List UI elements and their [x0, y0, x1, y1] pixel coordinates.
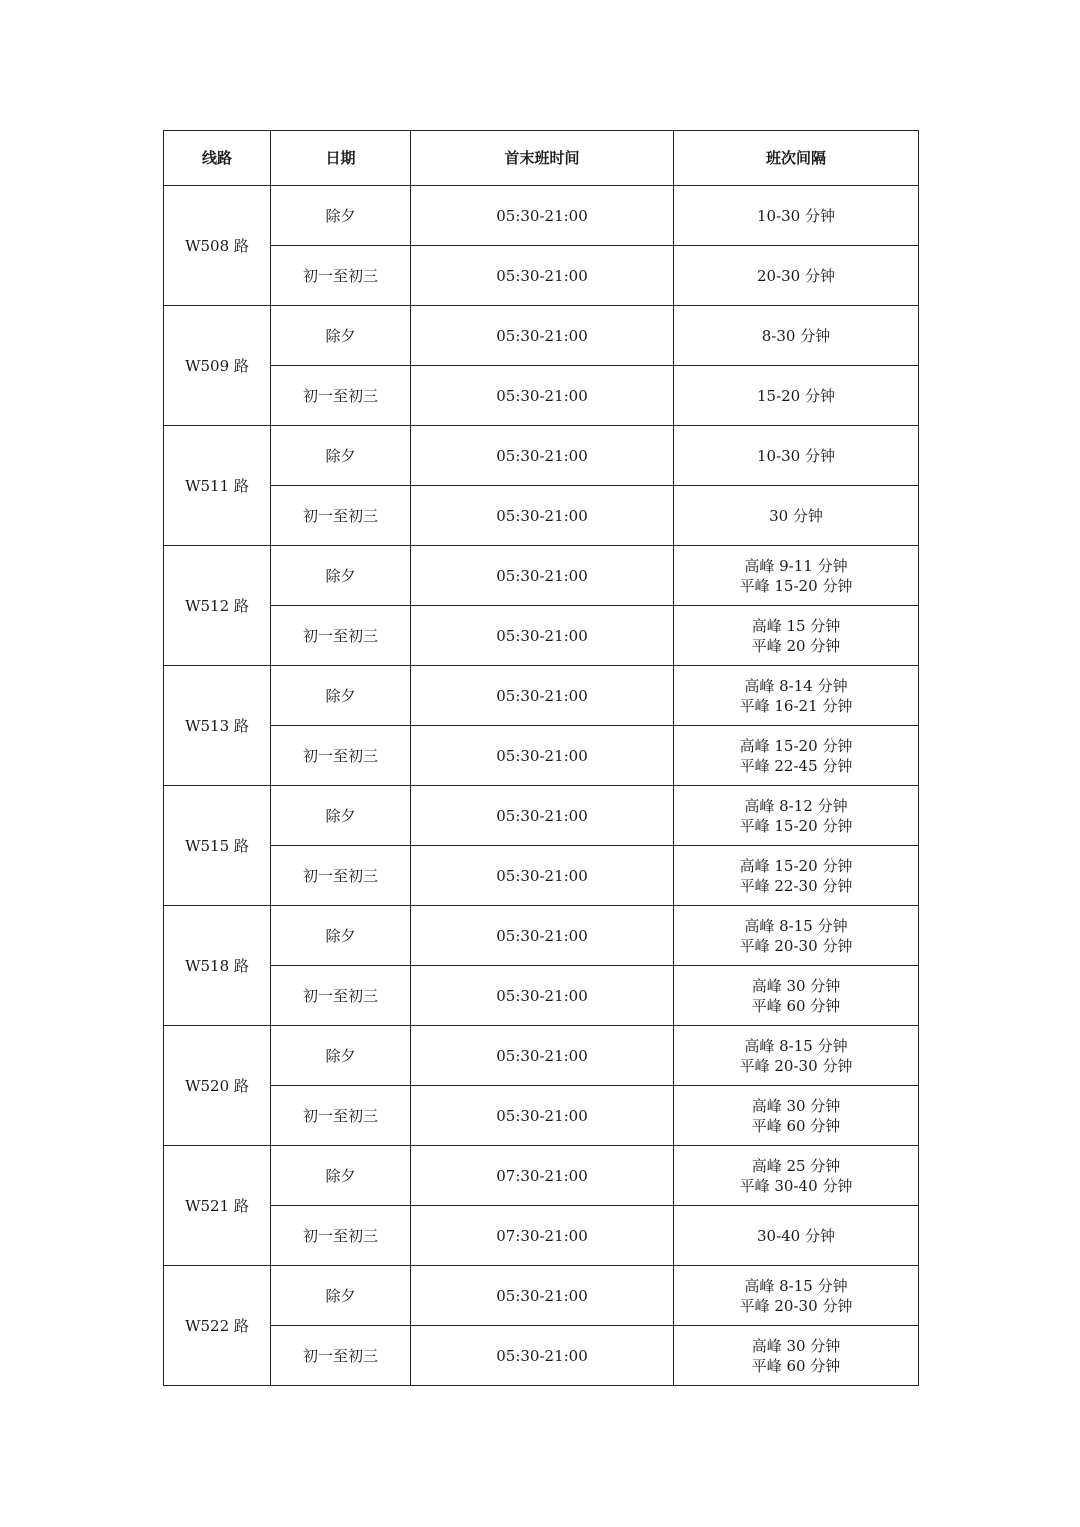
route-name-cell: W508 路 — [164, 186, 271, 306]
table-row — [164, 246, 919, 306]
interval-cell — [674, 306, 919, 366]
first-last-time-cell: 05:30-21:00 — [411, 966, 674, 1026]
date-cell: 初一至初三 — [271, 1326, 411, 1386]
interval-cell — [674, 546, 919, 606]
header-interval: 班次间隔 — [674, 131, 919, 186]
interval-line: 高峰 8-15 分钟 — [744, 1276, 848, 1295]
interval-line: 10-30 分钟 — [756, 206, 835, 225]
interval-line: 高峰 8-15 分钟 — [744, 916, 848, 935]
route-name-cell: W511 路 — [164, 426, 271, 546]
header-row — [164, 131, 919, 186]
table-row — [164, 306, 919, 366]
date-cell: 除夕 — [271, 1026, 411, 1086]
interval-line: 平峰 15-20 分钟 — [739, 816, 853, 835]
date-cell: 除夕 — [271, 666, 411, 726]
interval-cell — [674, 366, 919, 426]
interval-line: 15-20 分钟 — [756, 386, 835, 405]
table-row — [164, 486, 919, 546]
first-last-time-cell: 05:30-21:00 — [411, 726, 674, 786]
date-cell: 除夕 — [271, 786, 411, 846]
route-name-cell: W515 路 — [164, 786, 271, 906]
table-row — [164, 1086, 919, 1146]
first-last-time-cell: 05:30-21:00 — [411, 486, 674, 546]
route-name-cell: W518 路 — [164, 906, 271, 1026]
interval-line: 8-30 分钟 — [761, 326, 831, 345]
first-last-time-cell: 07:30-21:00 — [411, 1146, 674, 1206]
interval-cell — [674, 966, 919, 1026]
table-row — [164, 726, 919, 786]
date-cell: 除夕 — [271, 306, 411, 366]
interval-line: 平峰 22-45 分钟 — [739, 756, 853, 775]
date-cell: 除夕 — [271, 546, 411, 606]
table-row — [164, 1266, 919, 1326]
interval-cell — [674, 606, 919, 666]
first-last-time-cell: 05:30-21:00 — [411, 906, 674, 966]
interval-line: 平峰 16-21 分钟 — [739, 696, 853, 715]
date-cell: 除夕 — [271, 1266, 411, 1326]
date-cell: 初一至初三 — [271, 1086, 411, 1146]
interval-line: 10-30 分钟 — [756, 446, 835, 465]
first-last-time-cell: 05:30-21:00 — [411, 846, 674, 906]
interval-line: 平峰 22-30 分钟 — [739, 876, 853, 895]
date-cell: 除夕 — [271, 906, 411, 966]
date-cell: 除夕 — [271, 1146, 411, 1206]
route-name-cell: W520 路 — [164, 1026, 271, 1146]
first-last-time-cell: 05:30-21:00 — [411, 426, 674, 486]
first-last-time-cell: 05:30-21:00 — [411, 186, 674, 246]
interval-cell — [674, 426, 919, 486]
first-last-time-cell: 05:30-21:00 — [411, 606, 674, 666]
table-row — [164, 1146, 919, 1206]
date-cell: 初一至初三 — [271, 726, 411, 786]
header-first-last-time: 首末班时间 — [411, 131, 674, 186]
interval-cell — [674, 486, 919, 546]
first-last-time-cell: 05:30-21:00 — [411, 786, 674, 846]
date-cell: 初一至初三 — [271, 966, 411, 1026]
interval-line: 高峰 15-20 分钟 — [739, 736, 853, 755]
interval-cell — [674, 186, 919, 246]
table-header — [164, 131, 919, 186]
interval-line: 平峰 20-30 分钟 — [739, 936, 853, 955]
table-row — [164, 606, 919, 666]
route-name-cell: W512 路 — [164, 546, 271, 666]
interval-cell — [674, 666, 919, 726]
first-last-time-cell: 05:30-21:00 — [411, 666, 674, 726]
interval-line: 30-40 分钟 — [756, 1226, 835, 1245]
route-name-cell: W522 路 — [164, 1266, 271, 1386]
table-body — [164, 186, 919, 1386]
first-last-time-cell: 05:30-21:00 — [411, 1266, 674, 1326]
interval-line: 平峰 60 分钟 — [751, 996, 841, 1015]
table-row — [164, 906, 919, 966]
interval-cell — [674, 1146, 919, 1206]
date-cell: 初一至初三 — [271, 846, 411, 906]
bus-schedule-table — [163, 130, 919, 1386]
route-name-cell: W509 路 — [164, 306, 271, 426]
interval-line: 平峰 60 分钟 — [751, 1116, 841, 1135]
date-cell: 初一至初三 — [271, 366, 411, 426]
interval-line: 高峰 8-12 分钟 — [744, 796, 848, 815]
interval-line: 高峰 8-14 分钟 — [744, 676, 848, 695]
table-row — [164, 186, 919, 246]
interval-cell — [674, 1326, 919, 1386]
first-last-time-cell: 05:30-21:00 — [411, 1026, 674, 1086]
interval-cell — [674, 1266, 919, 1326]
interval-cell — [674, 1086, 919, 1146]
interval-cell — [674, 846, 919, 906]
interval-line: 高峰 30 分钟 — [751, 1096, 841, 1115]
first-last-time-cell: 05:30-21:00 — [411, 1086, 674, 1146]
interval-line: 平峰 20-30 分钟 — [739, 1296, 853, 1315]
first-last-time-cell: 05:30-21:00 — [411, 246, 674, 306]
table-row — [164, 1026, 919, 1086]
table-row — [164, 666, 919, 726]
first-last-time-cell: 07:30-21:00 — [411, 1206, 674, 1266]
table-row — [164, 366, 919, 426]
interval-line: 平峰 30-40 分钟 — [739, 1176, 853, 1195]
date-cell: 初一至初三 — [271, 1206, 411, 1266]
interval-line: 平峰 20-30 分钟 — [739, 1056, 853, 1075]
first-last-time-cell: 05:30-21:00 — [411, 306, 674, 366]
route-name-cell: W513 路 — [164, 666, 271, 786]
first-last-time-cell: 05:30-21:00 — [411, 546, 674, 606]
interval-line: 高峰 25 分钟 — [751, 1156, 841, 1175]
interval-line: 高峰 8-15 分钟 — [744, 1036, 848, 1055]
interval-line: 高峰 30 分钟 — [751, 1336, 841, 1355]
date-cell: 除夕 — [271, 426, 411, 486]
header-date: 日期 — [271, 131, 411, 186]
first-last-time-cell: 05:30-21:00 — [411, 366, 674, 426]
header-route: 线路 — [164, 131, 271, 186]
interval-line: 20-30 分钟 — [756, 266, 835, 285]
interval-cell — [674, 1206, 919, 1266]
interval-line: 高峰 15 分钟 — [751, 616, 841, 635]
table-row — [164, 1206, 919, 1266]
interval-cell — [674, 906, 919, 966]
table-row — [164, 966, 919, 1026]
interval-line: 30 分钟 — [769, 506, 823, 525]
interval-line: 平峰 15-20 分钟 — [739, 576, 853, 595]
route-name-cell: W521 路 — [164, 1146, 271, 1266]
table-row — [164, 546, 919, 606]
interval-cell — [674, 786, 919, 846]
table-row — [164, 426, 919, 486]
table-row — [164, 786, 919, 846]
table-row — [164, 1326, 919, 1386]
interval-line: 高峰 9-11 分钟 — [744, 556, 848, 575]
first-last-time-cell: 05:30-21:00 — [411, 1326, 674, 1386]
table-row — [164, 846, 919, 906]
interval-cell — [674, 246, 919, 306]
interval-cell — [674, 726, 919, 786]
interval-line: 高峰 15-20 分钟 — [739, 856, 853, 875]
interval-line: 平峰 20 分钟 — [751, 636, 841, 655]
date-cell: 初一至初三 — [271, 246, 411, 306]
interval-cell — [674, 1026, 919, 1086]
interval-line: 高峰 30 分钟 — [751, 976, 841, 995]
date-cell: 除夕 — [271, 186, 411, 246]
date-cell: 初一至初三 — [271, 486, 411, 546]
interval-line: 平峰 60 分钟 — [751, 1356, 841, 1375]
date-cell: 初一至初三 — [271, 606, 411, 666]
